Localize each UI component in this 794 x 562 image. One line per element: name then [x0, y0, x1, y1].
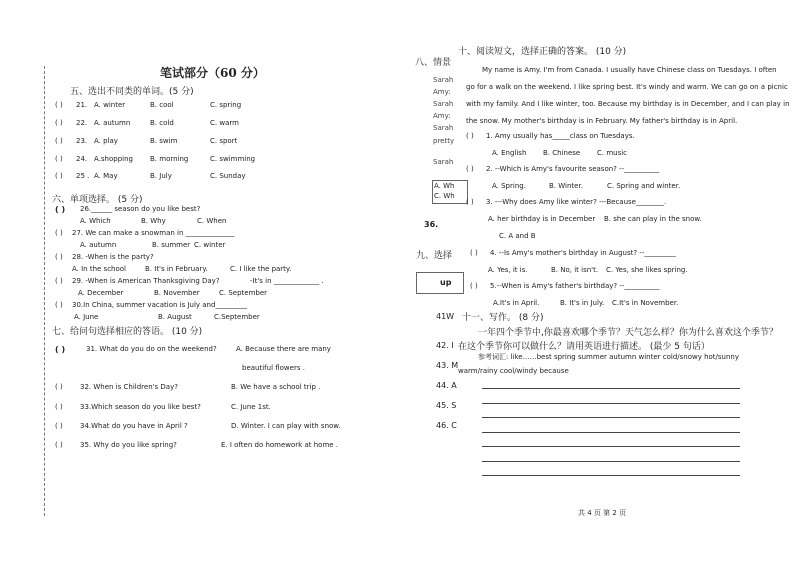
section9-heading-fragment: 九、选择 — [416, 251, 453, 261]
writing-line[interactable] — [482, 446, 740, 447]
writing-line[interactable] — [482, 461, 740, 462]
passage-line-1: My name is Amy. I'm from Canada. I usually have Chinese class on Tuesdays. I often — [482, 66, 777, 74]
reference-words: 参考词汇: like……best spring summer autumn winter cold/snowy hot/sunny — [478, 353, 740, 361]
question-29-part2: -It's in _____________ . — [250, 277, 324, 285]
fragment-line: Sarah — [433, 100, 454, 108]
answer-bracket[interactable]: ( ) — [55, 137, 63, 145]
option-b: B. It's in February. — [145, 265, 208, 273]
answer-bracket[interactable]: ( ) — [55, 277, 63, 285]
option-c: C. music — [597, 149, 628, 157]
fragment-question-number: 43. M — [436, 361, 459, 370]
option-a: A. winter — [94, 101, 126, 109]
page-footer: 共 4 页 第 2 页 — [578, 509, 627, 517]
answer-bracket[interactable]: ( ) — [55, 229, 63, 237]
option-a: A. Spring. — [492, 182, 526, 190]
answer-bracket[interactable]: ( ) — [470, 282, 478, 290]
writing-line[interactable] — [482, 417, 740, 418]
answer-bracket[interactable]: ( ) — [55, 422, 63, 430]
passage-line-4: the snow. My mother's birthday is in February. My father's birthday is in April. — [466, 117, 738, 125]
option-b: B. July — [150, 172, 172, 180]
match-question-34: 34.What do you have in April ? — [80, 422, 188, 430]
fragment-line: pretty — [433, 137, 455, 145]
question-28: 28. -When is the party? — [72, 253, 154, 261]
option-c: C. sport — [210, 137, 238, 145]
section11-heading: 十一、写作。 (8 分) — [462, 313, 544, 323]
reading-question-1: 1. Amy usually has_____class on Tuesdays. — [486, 132, 635, 140]
option-c: C. September — [219, 289, 268, 297]
question-number: 25 . — [76, 172, 90, 180]
option-c: C.September — [214, 313, 260, 321]
answer-bracket[interactable]: ( ) — [55, 253, 63, 261]
option-a: A. autumn — [94, 119, 131, 127]
answer-bracket[interactable]: ( ) — [55, 119, 63, 127]
writing-line[interactable] — [482, 388, 740, 389]
match-question-35: 35. Why do you like spring? — [80, 441, 177, 449]
answer-bracket[interactable]: ( ) — [55, 345, 66, 354]
reference-words-cont: warm/rainy cool/windy because — [458, 367, 569, 375]
fragment-option: A. Wh — [434, 182, 455, 190]
question-number: 24. — [76, 155, 88, 163]
option-b: B. swim — [150, 137, 178, 145]
answer-bracket[interactable]: ( ) — [466, 132, 474, 140]
option-c: C. Yes, she likes spring. — [606, 266, 688, 274]
fragment-question-number: 44. A — [436, 381, 457, 390]
question-36-fragment: 36. — [424, 220, 439, 229]
question-number: 21. — [76, 101, 88, 109]
section5-heading: 五、选出不同类的单词。(5 分) — [70, 87, 194, 97]
passage-line-2: go for a walk on the weekend. I like spring best. It's windy and warm. We can go on a picnic — [466, 83, 788, 91]
writing-prompt-2: 在这个季节你可以做什么？请用英语进行描述。 (最少 5 句话） — [458, 342, 710, 352]
fragment-question-number: 45. S — [436, 401, 457, 410]
option-c: C. Spring and winter. — [607, 182, 681, 190]
option-b: B. No, it isn't. — [551, 266, 599, 274]
match-answer-d: D. Winter. I can play with snow. — [231, 422, 341, 430]
match-answer-a: A. Because there are many — [236, 345, 331, 353]
option-c: C. swimming — [210, 155, 256, 163]
reading-question-2: 2. --Which is Amy's favourite season? --__________ — [486, 165, 660, 173]
option-a: A. June — [74, 313, 99, 321]
question-number: 22. — [76, 119, 88, 127]
option-c: C. spring — [210, 101, 242, 109]
option-c: C. I like the party. — [230, 265, 292, 273]
option-a: A. play — [94, 137, 118, 145]
option-b: B. cold — [150, 119, 174, 127]
answer-bracket[interactable]: ( ) — [55, 301, 63, 309]
match-question-31: 31. What do you do on the weekend? — [86, 345, 217, 353]
binding-margin-line — [44, 66, 45, 516]
option-c: C. When — [197, 217, 227, 225]
fragment-question-number: 42. I — [436, 341, 454, 350]
answer-bracket[interactable]: ( ) — [55, 441, 63, 449]
fragment-question-number: 41W — [436, 312, 455, 321]
option-b: B. Chinese — [543, 149, 581, 157]
option-b: B. It's in July. — [560, 299, 605, 307]
word-box-text: up — [440, 278, 452, 287]
option-b: B. Winter. — [549, 182, 583, 190]
option-a: A. Which — [80, 217, 111, 225]
section7-heading: 七、给问句选择相应的答语。 (10 分) — [52, 327, 203, 337]
option-a: A.shopping — [94, 155, 133, 163]
fragment-line: Sarah — [433, 76, 454, 84]
fragment-option: C. Wh — [434, 192, 455, 200]
option-c: C. Sunday — [210, 172, 246, 180]
writing-line[interactable] — [482, 475, 740, 476]
writing-line[interactable] — [482, 403, 740, 404]
match-answer-a-cont: beautiful flowers . — [242, 364, 305, 372]
answer-bracket[interactable]: ( ) — [55, 403, 63, 411]
option-a: A. English — [492, 149, 527, 157]
option-c: C. A and B — [499, 232, 536, 240]
match-answer-b: B. We have a school trip . — [231, 383, 321, 391]
reading-question-3: 3. ---Why does Amy like winter? ---Because________. — [486, 198, 667, 206]
option-b: B. Why — [141, 217, 166, 225]
writing-line[interactable] — [482, 432, 740, 433]
option-b: B. cool — [150, 101, 174, 109]
reading-question-4: 4. --Is Amy's mother's birthday in August? --_________ — [490, 249, 676, 257]
section10-heading: 十、阅读短文，选择正确的答案。 (10 分) — [458, 47, 627, 57]
answer-bracket[interactable]: ( ) — [470, 249, 478, 257]
reading-question-5: 5.--When is Amy's father's birthday? --__________ — [490, 282, 660, 290]
answer-bracket[interactable]: ( ) — [55, 205, 66, 214]
fragment-line: Amy: — [433, 88, 451, 96]
answer-bracket[interactable]: ( ) — [466, 165, 474, 173]
answer-bracket[interactable]: ( ) — [55, 101, 63, 109]
option-c: C. warm — [210, 119, 239, 127]
answer-bracket[interactable]: ( ) — [466, 198, 474, 206]
option-a: A. December — [78, 289, 124, 297]
match-question-33: 33.Which season do you like best? — [80, 403, 201, 411]
section8-heading-fragment: 八、情景 — [415, 58, 452, 68]
fragment-line: Sarah — [433, 158, 454, 166]
option-a: A.It's in April. — [493, 299, 540, 307]
answer-bracket[interactable]: ( ) — [55, 383, 63, 391]
passage-line-3: with my family. And I like winter, too. Because my birthday is in December, and I can play in — [466, 100, 790, 108]
question-26: 26.______ season do you like best? — [80, 205, 201, 213]
fragment-question-number: 46. C — [436, 421, 457, 430]
answer-bracket[interactable]: ( ) — [55, 172, 63, 180]
option-a: A. her birthday is in December — [488, 215, 596, 223]
writing-prompt-1: 一年四个季节中,你最喜欢哪个季节？天气怎么样？你为什么喜欢这个季节？ — [478, 328, 778, 338]
question-29: 29. -When is American Thanksgiving Day? — [72, 277, 220, 285]
match-answer-e: E. I often do homework at home . — [221, 441, 339, 449]
option-a: A. May — [94, 172, 118, 180]
question-number: 23. — [76, 137, 88, 145]
page-title: 笔试部分（60 分） — [160, 66, 265, 80]
fragment-line: Amy: — [433, 112, 451, 120]
option-b: B. summer — [152, 241, 191, 249]
option-a: A. autumn — [80, 241, 117, 249]
option-c: C.It's in November. — [612, 299, 679, 307]
question-27: 27. We can make a snowman in ______________ — [72, 229, 235, 237]
option-b: B. morning — [150, 155, 189, 163]
option-b: B. August — [158, 313, 192, 321]
option-c: C. winter — [194, 241, 226, 249]
question-30: 30.In China, summer vacation is July and_________ — [72, 301, 247, 309]
option-a: A. Yes, it is. — [488, 266, 528, 274]
fragment-line: Sarah — [433, 124, 454, 132]
option-b: B. November — [154, 289, 200, 297]
option-b: B. she can play in the snow. — [604, 215, 702, 223]
match-question-32: 32. When is Children's Day? — [80, 383, 178, 391]
option-a: A. In the school — [72, 265, 126, 273]
match-answer-c: C. June 1st. — [231, 403, 271, 411]
section6-heading: 六、单项选择。 (5 分) — [52, 195, 143, 205]
answer-bracket[interactable]: ( ) — [55, 155, 63, 163]
